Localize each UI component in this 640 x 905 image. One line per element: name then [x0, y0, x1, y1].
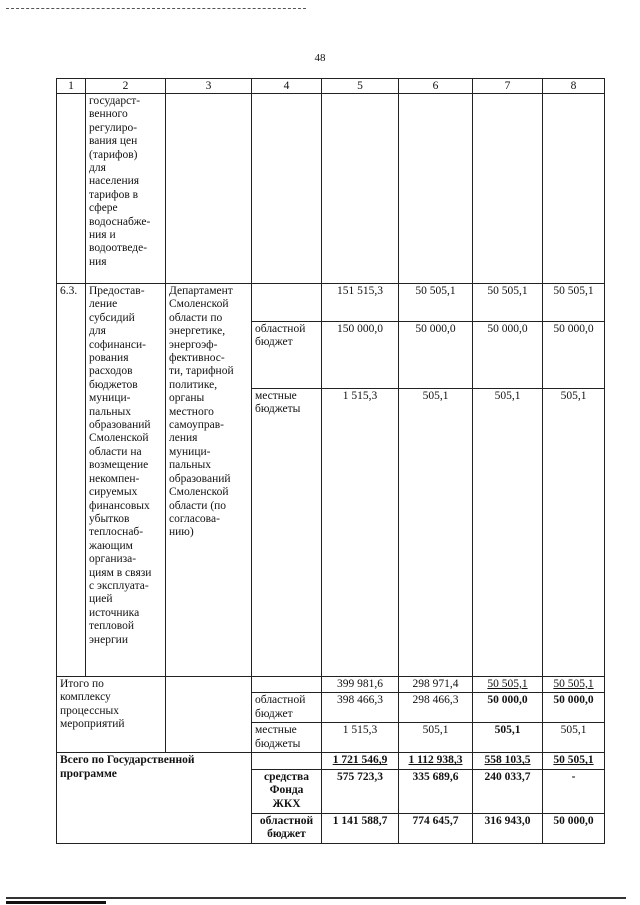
value-cell: 50 505,1	[543, 284, 605, 322]
value-cell: 558 103,5	[473, 753, 543, 769]
value-cell: 1 515,3	[322, 389, 399, 677]
value-cell: 505,1	[399, 723, 473, 753]
funding-source: областной бюджет	[252, 813, 322, 843]
value-cell: 399 981,6	[322, 677, 399, 693]
header-col-5: 5	[322, 79, 399, 94]
funding-source: местные бюджеты	[252, 723, 322, 753]
value-cell: 1 112 938,3	[399, 753, 473, 769]
funding-source: областной бюджет	[252, 693, 322, 723]
value-cell: 151 515,3	[322, 284, 399, 322]
funding-source: местные бюджеты	[252, 389, 322, 677]
value-cell: 1 141 588,7	[322, 813, 399, 843]
itogo-label: Итого по комплексу процессных мероприятий	[57, 677, 166, 753]
value-cell: 150 000,0	[322, 322, 399, 389]
bottom-rule	[6, 897, 626, 899]
value-cell: 398 466,3	[322, 693, 399, 723]
header-col-7: 7	[473, 79, 543, 94]
header-col-8: 8	[543, 79, 605, 94]
value-cell: 505,1	[473, 389, 543, 677]
top-dashed-line	[6, 8, 306, 9]
continuation-row	[57, 94, 605, 284]
value-cell: 50 000,0	[543, 693, 605, 723]
header-col-1: 1	[57, 79, 86, 94]
value-cell: 50 000,0	[543, 322, 605, 389]
activity-description: Предостав- ление субсидий для софинанси- рования расходов бюджетов муници- пальных образований Смоленской области на возмещение некомпен- сируемых финансовых убытков теплоснаб- жающим организа- циям в связи с эксплуата- цией источника тепловой энергии	[86, 284, 166, 677]
budget-table	[56, 78, 605, 844]
value-cell: 1 515,3	[322, 723, 399, 753]
vsego-total	[57, 753, 605, 769]
itogo-total	[57, 677, 605, 693]
value-cell: 50 000,0	[399, 322, 473, 389]
value-cell: 505,1	[543, 723, 605, 753]
header-row	[57, 79, 605, 94]
value-cell: 505,1	[543, 389, 605, 677]
value-cell: 505,1	[399, 389, 473, 677]
value-cell: 335 689,6	[399, 769, 473, 813]
value-cell: 50 505,1	[543, 677, 605, 693]
value-cell: 774 645,7	[399, 813, 473, 843]
continued-description: государст- венного регулиро- вания цен (тарифов) для населения тарифов в сфере водоснабже- ния и водоотведе- ния	[86, 94, 166, 284]
value-cell: 50 000,0	[543, 813, 605, 843]
row-number: 6.3.	[57, 284, 86, 677]
value-cell: 50 000,0	[473, 693, 543, 723]
value-cell: 1 721 546,9	[322, 753, 399, 769]
value-cell: -	[543, 769, 605, 813]
value-cell: 298 971,4	[399, 677, 473, 693]
value-cell: 575 723,3	[322, 769, 399, 813]
page-number: 48	[314, 52, 326, 64]
funding-source: средства Фонда ЖКХ	[252, 769, 322, 813]
row-6-3-total	[57, 284, 605, 322]
value-cell: 316 943,0	[473, 813, 543, 843]
value-cell: 50 505,1	[543, 753, 605, 769]
bottom-mark	[6, 901, 106, 904]
header-col-2: 2	[86, 79, 166, 94]
value-cell: 505,1	[473, 723, 543, 753]
header-col-6: 6	[399, 79, 473, 94]
value-cell: 50 505,1	[473, 677, 543, 693]
value-cell: 298 466,3	[399, 693, 473, 723]
header-col-3: 3	[166, 79, 252, 94]
value-cell: 50 000,0	[473, 322, 543, 389]
vsego-label: Всего по Государственной программе	[57, 753, 252, 843]
responsible-executor: Департамент Смоленской области по энергетике, энергоэф- фективнос- ти, тарифной политике, органы местного самоуправ- ления муници- пальных образований Смоленской области (по согласова- нию)	[166, 284, 252, 677]
value-cell: 50 505,1	[399, 284, 473, 322]
funding-source: областной бюджет	[252, 322, 322, 389]
header-col-4: 4	[252, 79, 322, 94]
value-cell: 240 033,7	[473, 769, 543, 813]
value-cell: 50 505,1	[473, 284, 543, 322]
